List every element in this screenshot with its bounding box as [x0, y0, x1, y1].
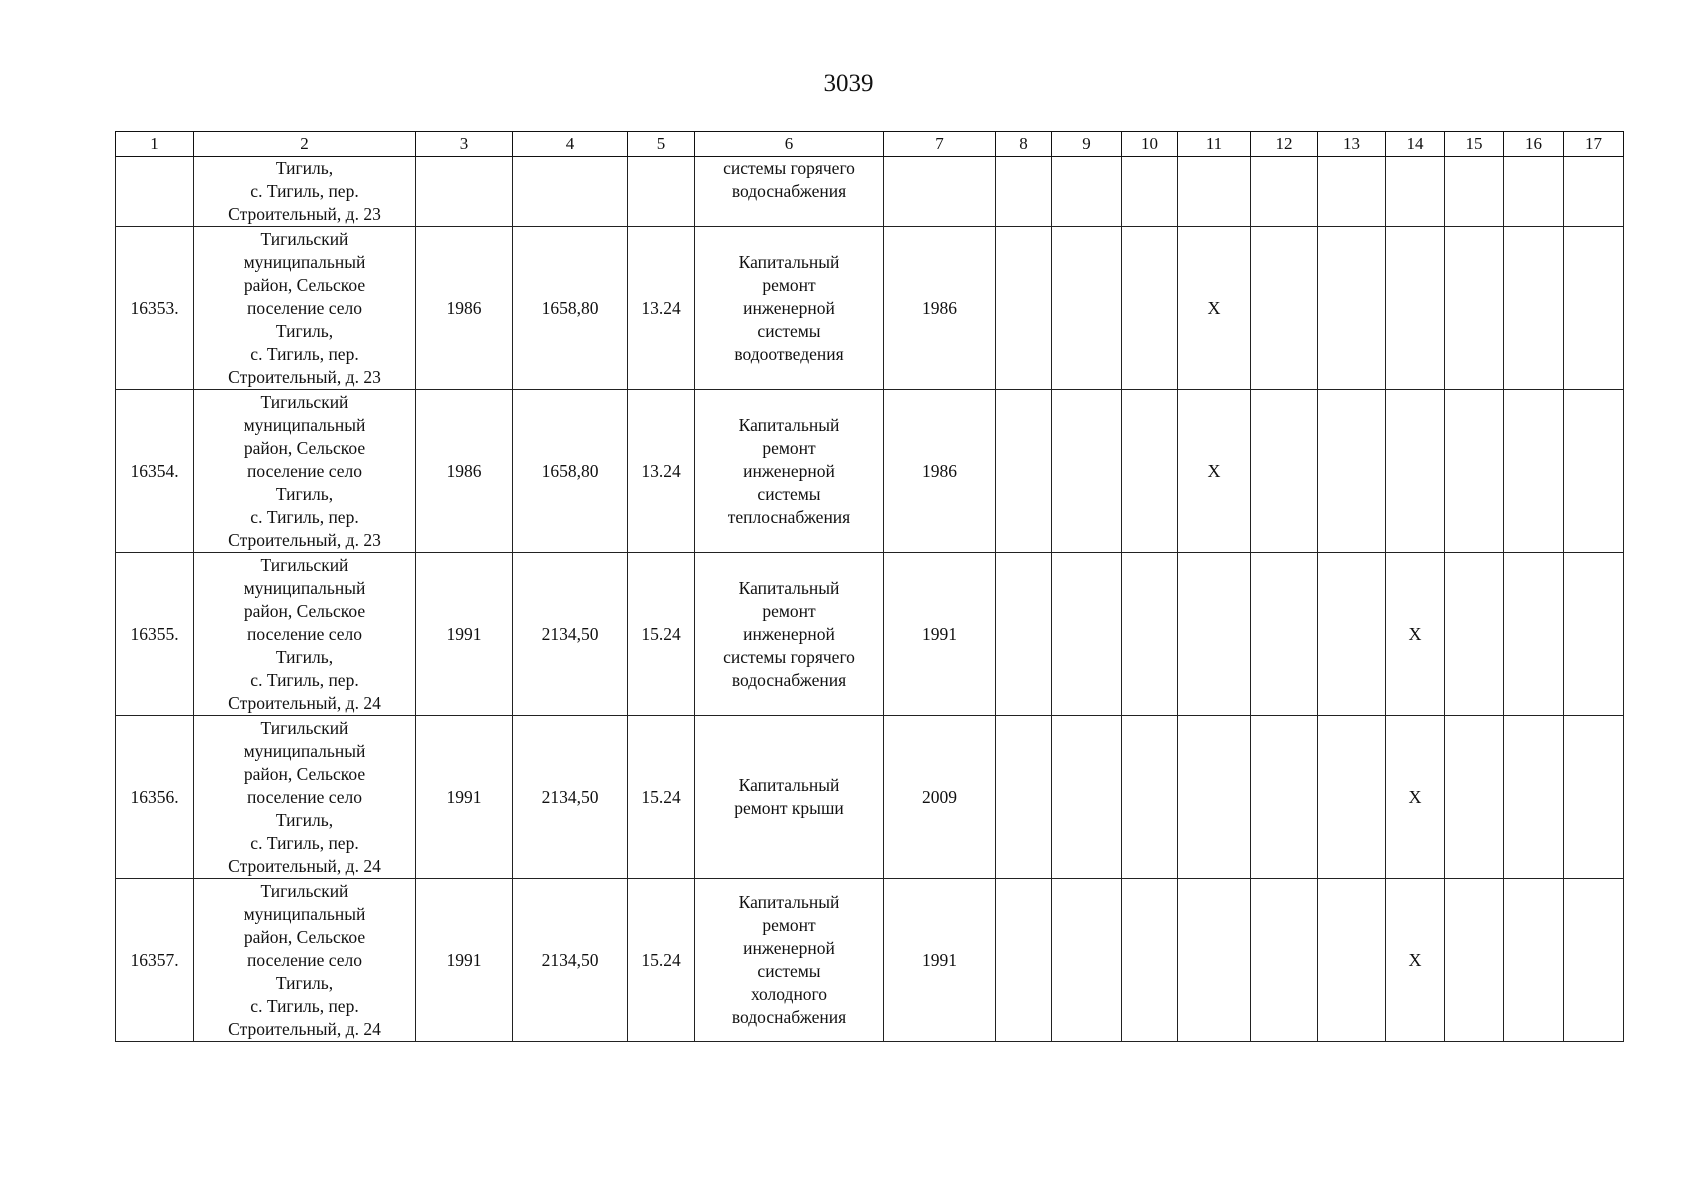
cell-empty [1318, 553, 1386, 716]
cell-empty [1122, 553, 1178, 716]
cell-col14-mark [1386, 227, 1445, 390]
cell-area: 2134,50 [513, 553, 628, 716]
cell-empty [1122, 227, 1178, 390]
table-row [116, 553, 1624, 716]
cell-area: 1658,80 [513, 227, 628, 390]
cell-empty [1122, 157, 1178, 227]
cell-empty [1445, 227, 1504, 390]
cell-year: 1991 [416, 553, 513, 716]
header-cell: 16 [1504, 132, 1564, 157]
cell-year: 1991 [416, 716, 513, 879]
cell-empty [1445, 390, 1504, 553]
table-row [116, 227, 1624, 390]
cell-empty [1504, 716, 1564, 879]
cell-num: 16355. [116, 553, 194, 716]
cell-year: 1986 [416, 227, 513, 390]
cell-empty [1318, 716, 1386, 879]
cell-year7: 1986 [884, 390, 996, 553]
cell-empty [1386, 157, 1445, 227]
cell-empty [1052, 227, 1122, 390]
cell-year: 1986 [416, 390, 513, 553]
registry-table [115, 131, 1624, 1042]
header-cell: 7 [884, 132, 996, 157]
header-cell: 3 [416, 132, 513, 157]
cell-empty [1251, 390, 1318, 553]
cell-empty [996, 716, 1052, 879]
cell-address: Тигильский муниципальный район, Сельское поселение село Тигиль, с. Тигиль, пер. Строительный, д. 24 [194, 879, 416, 1042]
cell-empty [1445, 553, 1504, 716]
header-cell: 11 [1178, 132, 1251, 157]
cell-empty [1052, 157, 1122, 227]
table-row [116, 390, 1624, 553]
header-cell: 2 [194, 132, 416, 157]
cell-empty [1318, 227, 1386, 390]
cell-empty [1504, 390, 1564, 553]
header-cell: 5 [628, 132, 695, 157]
cell-empty [1445, 879, 1504, 1042]
cell-empty [1318, 157, 1386, 227]
header-cell: 17 [1564, 132, 1624, 157]
cell-year7: 1986 [884, 227, 996, 390]
cell-empty [1564, 227, 1624, 390]
cell-empty [1052, 553, 1122, 716]
header-cell: 9 [1052, 132, 1122, 157]
table-row [116, 716, 1624, 879]
cell-work: Капитальный ремонт крыши [695, 716, 884, 879]
cell-num: 16354. [116, 390, 194, 553]
cell-year7 [884, 157, 996, 227]
header-cell: 6 [695, 132, 884, 157]
header-cell: 1 [116, 132, 194, 157]
cell-num: 16357. [116, 879, 194, 1042]
cell-address: Тигильский муниципальный район, Сельское поселение село Тигиль, с. Тигиль, пер. Строительный, д. 23 [194, 390, 416, 553]
cell-work: Капитальный ремонт инженерной системы водоотведения [695, 227, 884, 390]
cell-empty [1504, 879, 1564, 1042]
cell-year [416, 157, 513, 227]
cell-empty [1052, 390, 1122, 553]
cell-empty [996, 879, 1052, 1042]
cell-empty [1445, 716, 1504, 879]
cell-code: 13.24 [628, 227, 695, 390]
cell-empty [1251, 716, 1318, 879]
cell-code: 15.24 [628, 879, 695, 1042]
header-cell: 10 [1122, 132, 1178, 157]
header-row [116, 132, 1624, 157]
cell-area [513, 157, 628, 227]
cell-year: 1991 [416, 879, 513, 1042]
cell-col11-mark: Х [1178, 227, 1251, 390]
cell-year7: 1991 [884, 879, 996, 1042]
cell-empty [1504, 157, 1564, 227]
cell-empty [1564, 157, 1624, 227]
table-row-continuation [116, 157, 1624, 227]
cell-empty [1564, 390, 1624, 553]
cell-work: Капитальный ремонт инженерной системы холодного водоснабжения [695, 879, 884, 1042]
cell-empty [1564, 553, 1624, 716]
cell-code [628, 157, 695, 227]
table-row [116, 879, 1624, 1042]
header-cell: 12 [1251, 132, 1318, 157]
cell-empty [1052, 879, 1122, 1042]
cell-empty [1122, 879, 1178, 1042]
cell-num [116, 157, 194, 227]
cell-col11-mark: Х [1178, 390, 1251, 553]
cell-empty [1564, 716, 1624, 879]
cell-empty [1318, 390, 1386, 553]
cell-empty [1052, 716, 1122, 879]
cell-empty [1318, 879, 1386, 1042]
cell-empty [1251, 157, 1318, 227]
cell-empty [996, 553, 1052, 716]
cell-empty [1251, 227, 1318, 390]
cell-empty [1251, 553, 1318, 716]
cell-code: 15.24 [628, 553, 695, 716]
cell-col14-mark: Х [1386, 879, 1445, 1042]
cell-empty [1564, 879, 1624, 1042]
cell-address: Тигильский муниципальный район, Сельское поселение село Тигиль, с. Тигиль, пер. Строительный, д. 24 [194, 716, 416, 879]
cell-col14-mark: Х [1386, 553, 1445, 716]
cell-empty [1504, 227, 1564, 390]
cell-num: 16353. [116, 227, 194, 390]
cell-area: 1658,80 [513, 390, 628, 553]
page-number: 3039 [823, 70, 874, 97]
cell-empty [1122, 390, 1178, 553]
header-cell: 13 [1318, 132, 1386, 157]
cell-empty [1122, 716, 1178, 879]
header-cell: 14 [1386, 132, 1445, 157]
cell-empty [1178, 157, 1251, 227]
cell-col11-mark [1178, 716, 1251, 879]
cell-work: Капитальный ремонт инженерной системы теплоснабжения [695, 390, 884, 553]
cell-empty [1504, 553, 1564, 716]
cell-col11-mark [1178, 553, 1251, 716]
cell-area: 2134,50 [513, 716, 628, 879]
registry-table-wrapper [115, 131, 1623, 1042]
cell-address: Тигильский муниципальный район, Сельское поселение село Тигиль, с. Тигиль, пер. Строительный, д. 24 [194, 553, 416, 716]
cell-empty [1251, 879, 1318, 1042]
cell-empty [996, 227, 1052, 390]
cell-year7: 1991 [884, 553, 996, 716]
cell-work: системы горячего водоснабжения [695, 157, 884, 227]
cell-address: Тигиль, с. Тигиль, пер. Строительный, д. 23 [194, 157, 416, 227]
cell-empty [1445, 157, 1504, 227]
cell-col14-mark [1386, 390, 1445, 553]
cell-empty [996, 157, 1052, 227]
cell-num: 16356. [116, 716, 194, 879]
cell-code: 15.24 [628, 716, 695, 879]
cell-work: Капитальный ремонт инженерной системы горячего водоснабжения [695, 553, 884, 716]
cell-year7: 2009 [884, 716, 996, 879]
cell-address: Тигильский муниципальный район, Сельское поселение село Тигиль, с. Тигиль, пер. Строительный, д. 23 [194, 227, 416, 390]
header-cell: 8 [996, 132, 1052, 157]
cell-col11-mark [1178, 879, 1251, 1042]
cell-col14-mark: Х [1386, 716, 1445, 879]
cell-empty [996, 390, 1052, 553]
cell-area: 2134,50 [513, 879, 628, 1042]
header-cell: 15 [1445, 132, 1504, 157]
cell-code: 13.24 [628, 390, 695, 553]
header-cell: 4 [513, 132, 628, 157]
